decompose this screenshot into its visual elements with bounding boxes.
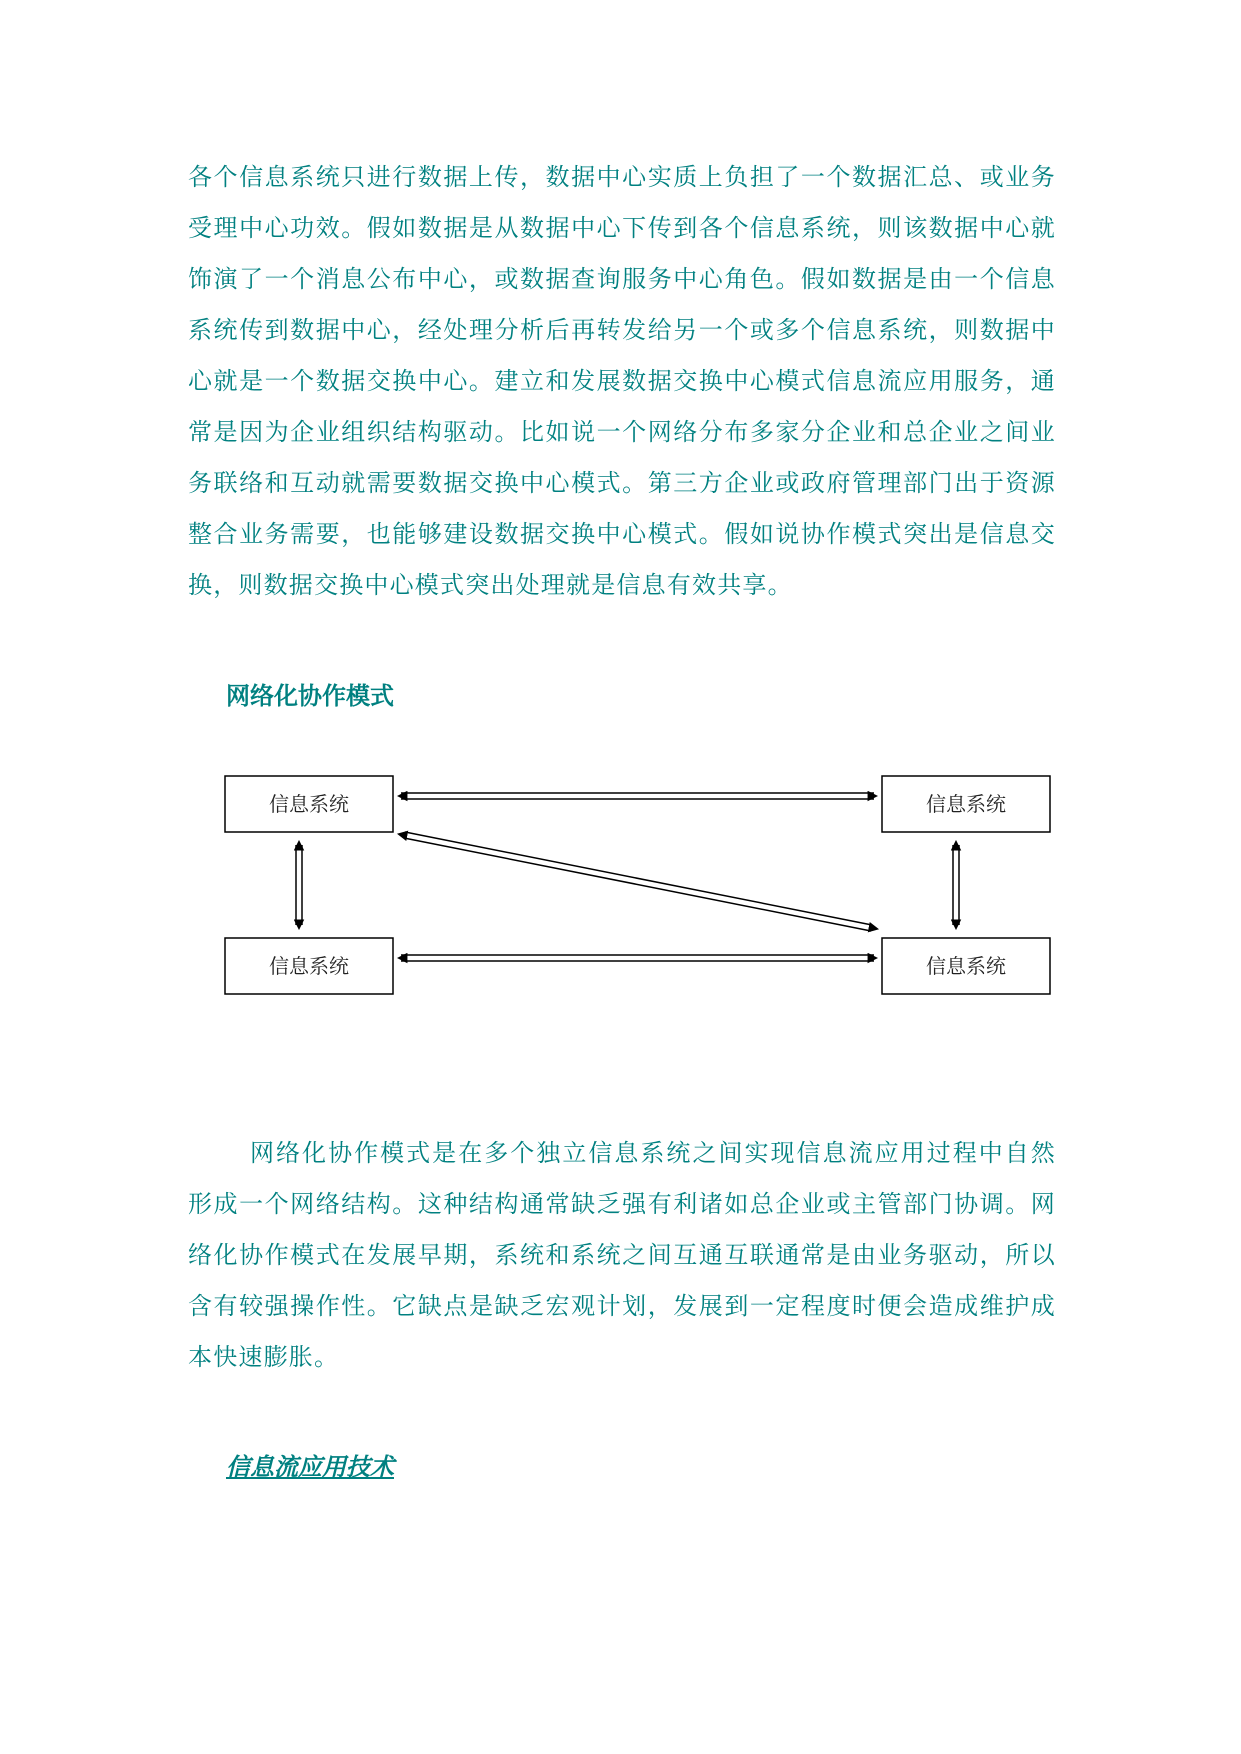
body-paragraph-1: 各个信息系统只进行数据上传，数据中心实质上负担了一个数据汇总、或业务受理中心功效。假如数据是从数据中心下传到各个信息系统，则该数据中心就饰演了一个消息公布中心，或数据查询服务中心角色。假如数据是由一个信息系统传到数据中心，经处理分析后再转发给另一个或多个信息系统，则数据中心就是一个数据交换中心。建立和发展数据交换中心模式信息流应用服务，通常是因为企业组织结构驱动。比如说一个网络分布多家分企业和总企业之间业务联络和互动就需要数据交换中心模式。第三方企业或政府管理部门出于资源整合业务需要，也能够建设数据交换中心模式。假如说协作模式突出是信息交换，则数据交换中心模式突出处理就是信息有效共享。 <box>188 163 1056 599</box>
node-label: 信息系统 <box>926 954 1006 978</box>
arrow-diagonal <box>398 832 878 931</box>
body-paragraph-2: 网络化协作模式是在多个独立信息系统之间实现信息流应用过程中自然形成一个网络结构。这种结构通常缺乏强有利诸如总企业或主管部门协调。网络化协作模式在发展早期，系统和系统之间互通互联通常是由业务驱动，所以含有较强操作性。它缺点是缺乏宏观计划，发展到一定程度时便会造成维护成本快速膨胀。 <box>188 1139 1056 1371</box>
node-top-left <box>225 776 393 832</box>
arrow-right-vertical <box>953 841 959 929</box>
arrow-bottom-horizontal <box>398 955 877 961</box>
node-top-right <box>882 776 1050 832</box>
section-heading-network-collaboration: 网络化协作模式 <box>226 681 394 710</box>
node-bottom-right <box>882 938 1050 994</box>
section-heading-info-flow-tech[interactable]: 信息流应用技术 <box>226 1452 394 1481</box>
node-label: 信息系统 <box>269 792 349 816</box>
node-bottom-left <box>225 938 393 994</box>
arrow-left-vertical <box>296 841 302 929</box>
arrow-top-horizontal <box>398 793 877 799</box>
node-label: 信息系统 <box>926 792 1006 816</box>
node-label: 信息系统 <box>269 954 349 978</box>
